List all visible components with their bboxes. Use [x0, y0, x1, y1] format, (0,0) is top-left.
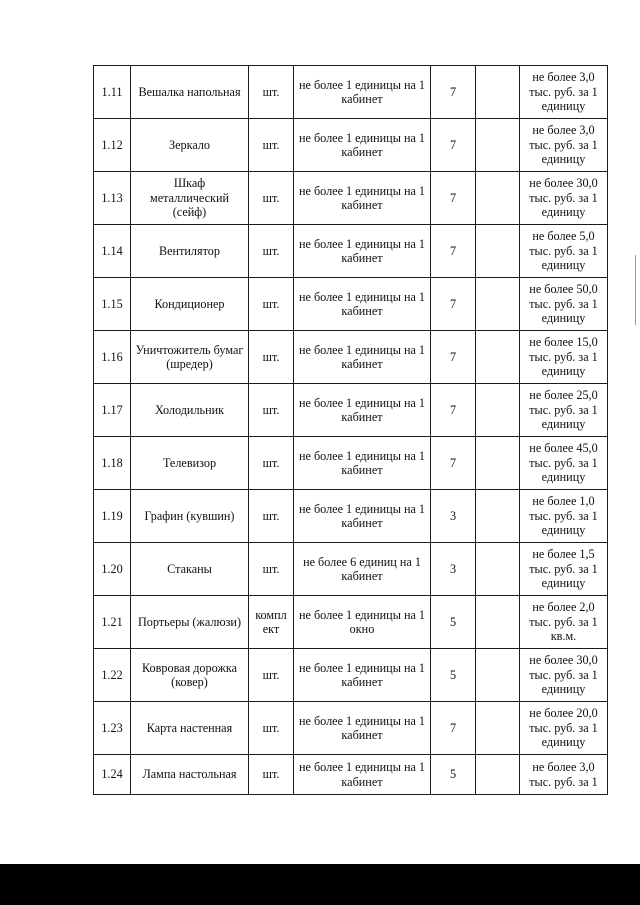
unit-cell: шт. [249, 649, 294, 702]
table-row [94, 172, 608, 225]
table-row [94, 278, 608, 331]
row-number-cell: 1.20 [94, 543, 131, 596]
unit-cell: шт. [249, 437, 294, 490]
empty-cell [476, 384, 520, 437]
unit-cell: шт. [249, 702, 294, 755]
norm-cell: не более 1 единицы на 1 кабинет [294, 119, 431, 172]
unit-cell: шт. [249, 119, 294, 172]
unit-cell: шт. [249, 755, 294, 795]
quantity-cell: 7 [431, 437, 476, 490]
table-row [94, 755, 608, 795]
table-row [94, 649, 608, 702]
table-row [94, 702, 608, 755]
table-row [94, 437, 608, 490]
row-number-cell: 1.23 [94, 702, 131, 755]
empty-cell [476, 755, 520, 795]
item-name-cell: Ковровая дорожка (ковер) [131, 649, 249, 702]
price-cell: не более 20,0 тыс. руб. за 1 единицу [520, 702, 608, 755]
norm-cell: не более 1 единицы на 1 кабинет [294, 225, 431, 278]
quantity-cell: 7 [431, 119, 476, 172]
table-row [94, 331, 608, 384]
empty-cell [476, 225, 520, 278]
quantity-cell: 5 [431, 755, 476, 795]
unit-cell: шт. [249, 278, 294, 331]
unit-cell: шт. [249, 66, 294, 119]
empty-cell [476, 278, 520, 331]
price-cell: не более 1,5 тыс. руб. за 1 единицу [520, 543, 608, 596]
quantity-cell: 3 [431, 490, 476, 543]
quantity-cell: 7 [431, 66, 476, 119]
norm-cell: не более 1 единицы на 1 кабинет [294, 172, 431, 225]
empty-cell [476, 172, 520, 225]
row-number-cell: 1.14 [94, 225, 131, 278]
unit-cell: шт. [249, 225, 294, 278]
quantity-cell: 7 [431, 278, 476, 331]
table-row [94, 543, 608, 596]
unit-cell: компл ект [249, 596, 294, 649]
row-number-cell: 1.17 [94, 384, 131, 437]
item-name-cell: Лампа настольная [131, 755, 249, 795]
empty-cell [476, 66, 520, 119]
row-number-cell: 1.18 [94, 437, 131, 490]
price-cell: не более 3,0 тыс. руб. за 1 единицу [520, 119, 608, 172]
norm-cell: не более 1 единицы на 1 кабинет [294, 649, 431, 702]
price-cell: не более 45,0 тыс. руб. за 1 единицу [520, 437, 608, 490]
scan-bottom-bar [0, 864, 640, 905]
norm-cell: не более 1 единицы на 1 кабинет [294, 702, 431, 755]
empty-cell [476, 543, 520, 596]
row-number-cell: 1.12 [94, 119, 131, 172]
quantity-cell: 5 [431, 649, 476, 702]
unit-cell: шт. [249, 172, 294, 225]
scan-edge-line [635, 255, 636, 325]
empty-cell [476, 490, 520, 543]
row-number-cell: 1.15 [94, 278, 131, 331]
item-name-cell: Телевизор [131, 437, 249, 490]
empty-cell [476, 331, 520, 384]
table-row [94, 225, 608, 278]
item-name-cell: Холодильник [131, 384, 249, 437]
price-cell: не более 30,0 тыс. руб. за 1 единицу [520, 172, 608, 225]
item-name-cell: Карта настенная [131, 702, 249, 755]
table-row [94, 384, 608, 437]
item-name-cell: Зеркало [131, 119, 249, 172]
quantity-cell: 7 [431, 331, 476, 384]
price-cell: не более 25,0 тыс. руб. за 1 единицу [520, 384, 608, 437]
norm-cell: не более 6 единиц на 1 кабинет [294, 543, 431, 596]
empty-cell [476, 702, 520, 755]
norm-cell: не более 1 единицы на 1 кабинет [294, 490, 431, 543]
unit-cell: шт. [249, 543, 294, 596]
row-number-cell: 1.11 [94, 66, 131, 119]
row-number-cell: 1.24 [94, 755, 131, 795]
quantity-cell: 5 [431, 596, 476, 649]
unit-cell: шт. [249, 490, 294, 543]
price-cell: не более 3,0 тыс. руб. за 1 единицу [520, 66, 608, 119]
unit-cell: шт. [249, 331, 294, 384]
table-row [94, 119, 608, 172]
table-row [94, 596, 608, 649]
price-cell: не более 5,0 тыс. руб. за 1 единицу [520, 225, 608, 278]
table-body [94, 66, 608, 795]
furniture-norms-table [93, 65, 608, 795]
row-number-cell: 1.21 [94, 596, 131, 649]
price-cell: не более 30,0 тыс. руб. за 1 единицу [520, 649, 608, 702]
item-name-cell: Уничтожитель бумаг (шредер) [131, 331, 249, 384]
row-number-cell: 1.16 [94, 331, 131, 384]
quantity-cell: 7 [431, 225, 476, 278]
row-number-cell: 1.13 [94, 172, 131, 225]
empty-cell [476, 119, 520, 172]
norm-cell: не более 1 единицы на 1 кабинет [294, 384, 431, 437]
empty-cell [476, 596, 520, 649]
quantity-cell: 7 [431, 384, 476, 437]
item-name-cell: Стаканы [131, 543, 249, 596]
item-name-cell: Графин (кувшин) [131, 490, 249, 543]
quantity-cell: 3 [431, 543, 476, 596]
price-cell: не более 50,0 тыс. руб. за 1 единицу [520, 278, 608, 331]
empty-cell [476, 437, 520, 490]
row-number-cell: 1.19 [94, 490, 131, 543]
item-name-cell: Кондиционер [131, 278, 249, 331]
norm-cell: не более 1 единицы на 1 кабинет [294, 437, 431, 490]
price-cell: не более 2,0 тыс. руб. за 1 кв.м. [520, 596, 608, 649]
norm-cell: не более 1 единицы на 1 кабинет [294, 755, 431, 795]
row-number-cell: 1.22 [94, 649, 131, 702]
table-row [94, 66, 608, 119]
norm-cell: не более 1 единицы на 1 кабинет [294, 66, 431, 119]
norm-cell: не более 1 единицы на 1 кабинет [294, 331, 431, 384]
item-name-cell: Портьеры (жалюзи) [131, 596, 249, 649]
table-row [94, 490, 608, 543]
norm-cell: не более 1 единицы на 1 окно [294, 596, 431, 649]
price-cell: не более 15,0 тыс. руб. за 1 единицу [520, 331, 608, 384]
item-name-cell: Вентилятор [131, 225, 249, 278]
quantity-cell: 7 [431, 172, 476, 225]
item-name-cell: Шкаф металлический (сейф) [131, 172, 249, 225]
unit-cell: шт. [249, 384, 294, 437]
quantity-cell: 7 [431, 702, 476, 755]
item-name-cell: Вешалка напольная [131, 66, 249, 119]
norm-cell: не более 1 единицы на 1 кабинет [294, 278, 431, 331]
empty-cell [476, 649, 520, 702]
price-cell: не более 1,0 тыс. руб. за 1 единицу [520, 490, 608, 543]
price-cell: не более 3,0 тыс. руб. за 1 [520, 755, 608, 795]
